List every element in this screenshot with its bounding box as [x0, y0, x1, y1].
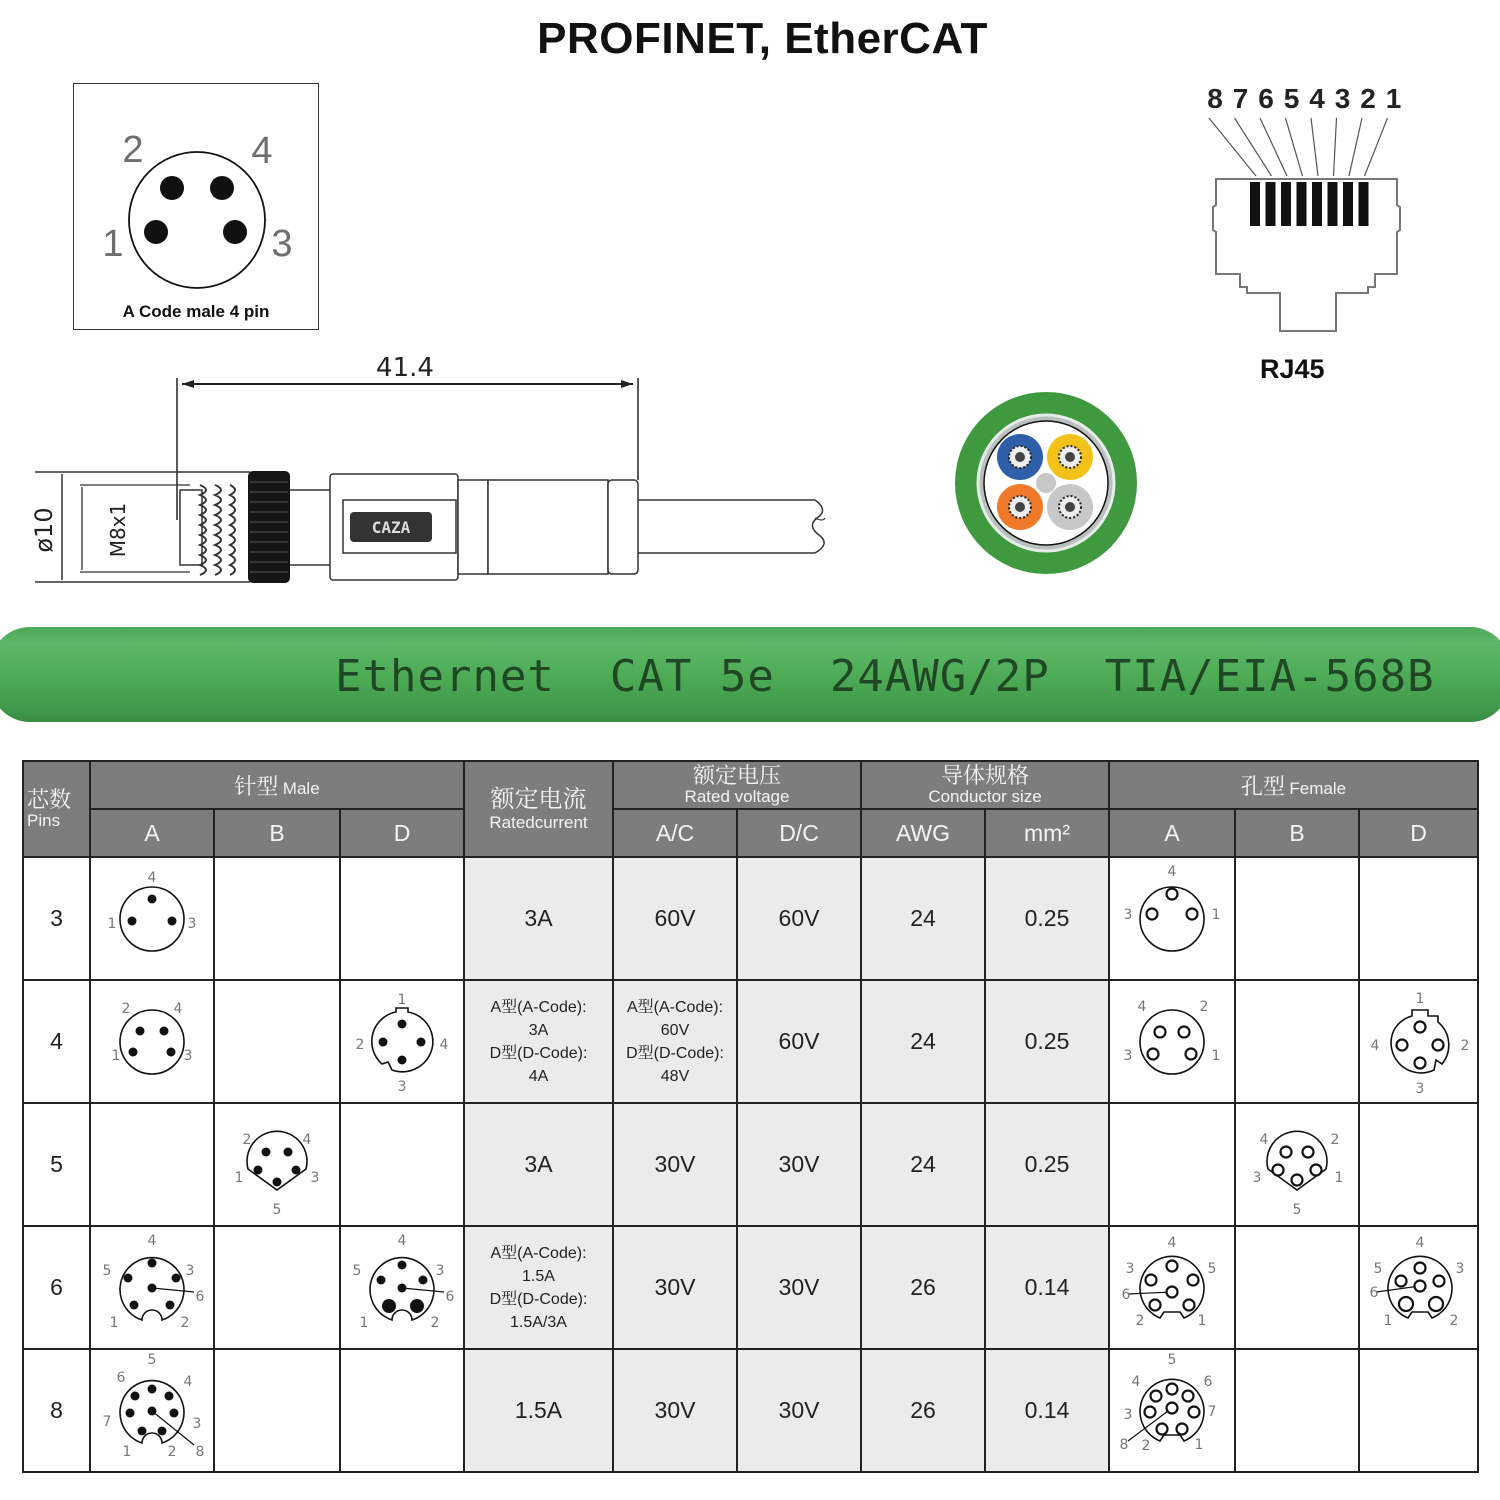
svg-text:1: 1 [1211, 1047, 1221, 1064]
header-male-d: D [340, 809, 464, 857]
header-rated-current: 额定电流 Ratedcurrent [464, 761, 613, 857]
connector-face-f6D-icon [1360, 1228, 1480, 1348]
rated-current-line: 3A [524, 905, 553, 931]
svg-text:4: 4 [147, 1232, 157, 1249]
female-b-cell [1235, 857, 1359, 980]
svg-text:4: 4 [251, 130, 273, 172]
svg-text:3: 3 [435, 1262, 445, 1279]
header-female: 孔型 Female [1109, 761, 1478, 809]
svg-text:3: 3 [271, 223, 293, 265]
connector-face-f4A-icon [1112, 982, 1232, 1102]
male-d-cell [340, 1103, 464, 1226]
rated-current-line: 4A [528, 1067, 549, 1085]
connector-spec-table [22, 760, 1479, 1473]
voltage-ac-line: D型(D-Code): [626, 1044, 724, 1062]
voltage-dc-cell: 30V [737, 1103, 861, 1226]
male-d-cell [340, 857, 464, 980]
svg-text:3: 3 [183, 1047, 193, 1064]
female-b-cell [1235, 1226, 1359, 1349]
svg-text:1: 1 [111, 1047, 121, 1064]
cable-print-text: Ethernet CAT 5e 24AWG/2P TIA/EIA-568B [335, 651, 1435, 702]
svg-text:3: 3 [187, 915, 197, 932]
voltage-ac-line: A型(A-Code): [626, 998, 724, 1016]
pins-cell: 4 [23, 980, 90, 1103]
connector-face-m6A-icon [92, 1228, 212, 1348]
svg-text:4: 4 [1415, 1234, 1425, 1251]
male-d-cell [340, 1349, 464, 1472]
svg-text:4: 4 [1309, 83, 1325, 114]
connector-face-f5B-icon [1237, 1105, 1357, 1225]
svg-text:2: 2 [242, 1131, 252, 1148]
female-a-cell [1109, 1349, 1235, 1472]
svg-text:1: 1 [1197, 1312, 1207, 1329]
connector-face-f6A-icon [1112, 1228, 1232, 1348]
table-row [23, 857, 1478, 980]
svg-text:3: 3 [1123, 1047, 1133, 1064]
svg-text:1: 1 [1211, 906, 1221, 923]
female-d-cell [1359, 980, 1478, 1103]
cable-cross-section [953, 390, 1139, 576]
svg-text:2: 2 [1135, 1312, 1145, 1329]
svg-text:6: 6 [1203, 1373, 1213, 1390]
svg-text:4: 4 [1259, 1131, 1269, 1148]
svg-text:7: 7 [1207, 1403, 1217, 1420]
voltage-dc-cell: 60V [737, 980, 861, 1103]
connector-face-m4A-icon [92, 982, 212, 1102]
svg-text:6: 6 [116, 1369, 126, 1386]
male-b-cell [214, 1226, 340, 1349]
female-b-cell [1235, 980, 1359, 1103]
svg-text:5: 5 [1283, 83, 1300, 114]
svg-text:2: 2 [180, 1314, 190, 1331]
female-b-cell [1235, 1103, 1359, 1226]
svg-text:2: 2 [1360, 83, 1376, 114]
header-voltage-dc: D/C [737, 809, 861, 857]
awg-cell: 26 [861, 1349, 985, 1472]
svg-text:1: 1 [1385, 83, 1402, 114]
connector-face-icon [74, 84, 320, 331]
svg-text:3: 3 [185, 1262, 195, 1279]
voltage-ac-cell [613, 1103, 737, 1226]
svg-text:2: 2 [121, 1000, 131, 1017]
svg-text:1: 1 [234, 1169, 244, 1186]
svg-text:ø10: ø10 [30, 507, 58, 553]
rated-current-line: A型(A-Code): [490, 1244, 587, 1262]
voltage-dc-cell: 60V [737, 857, 861, 980]
voltage-ac-cell [613, 980, 737, 1103]
header-male-a: A [90, 809, 214, 857]
voltage-ac-line: 30V [654, 1151, 696, 1177]
svg-text:3: 3 [1123, 1406, 1133, 1423]
header-male: 针型 Male [90, 761, 464, 809]
male-a-cell [90, 980, 214, 1103]
svg-text:1: 1 [1415, 990, 1425, 1007]
svg-text:2: 2 [1330, 1131, 1340, 1148]
svg-text:2: 2 [1141, 1437, 1151, 1454]
rated-current-line: D型(D-Code): [489, 1044, 588, 1062]
rj45-label: RJ45 [1260, 354, 1325, 384]
svg-text:1: 1 [1194, 1436, 1204, 1453]
svg-text:3: 3 [1125, 1260, 1135, 1277]
rated-current-line: 3A [528, 1021, 549, 1039]
svg-text:3: 3 [310, 1169, 320, 1186]
male-b-cell [214, 980, 340, 1103]
voltage-dc-cell: 30V [737, 1349, 861, 1472]
rated-current-cell [464, 1349, 613, 1472]
svg-text:6: 6 [1121, 1286, 1131, 1303]
male-a-cell [90, 1103, 214, 1226]
svg-text:3: 3 [1334, 83, 1351, 114]
svg-text:3: 3 [1455, 1260, 1465, 1277]
svg-text:4: 4 [1131, 1373, 1141, 1390]
svg-text:5: 5 [102, 1262, 112, 1279]
rated-current-cell [464, 980, 613, 1103]
voltage-ac-cell [613, 1226, 737, 1349]
header-awg: AWG [861, 809, 985, 857]
svg-text:CAZA: CAZA [371, 518, 411, 537]
svg-text:3: 3 [1252, 1169, 1262, 1186]
female-d-cell [1359, 857, 1478, 980]
svg-text:5: 5 [147, 1351, 157, 1368]
pins-cell: 5 [23, 1103, 90, 1226]
rated-current-line: D型(D-Code): [489, 1290, 588, 1308]
svg-text:4: 4 [173, 1000, 183, 1017]
svg-text:1: 1 [122, 1443, 132, 1460]
voltage-ac-cell [613, 857, 737, 980]
svg-text:1: 1 [359, 1314, 369, 1331]
female-a-cell [1109, 980, 1235, 1103]
table-row [23, 1226, 1478, 1349]
voltage-ac-line: 48V [660, 1067, 690, 1085]
rated-current-line: 3A [524, 1151, 553, 1177]
svg-text:1: 1 [102, 223, 124, 265]
svg-text:5: 5 [1207, 1260, 1217, 1277]
pins-cell: 3 [23, 857, 90, 980]
svg-text:2: 2 [430, 1314, 440, 1331]
a-code-pinout-diagram [73, 83, 319, 330]
rated-current-line: 1.5A [522, 1267, 555, 1285]
female-a-cell [1109, 1103, 1235, 1226]
svg-text:4: 4 [302, 1131, 312, 1148]
male-a-cell [90, 857, 214, 980]
mm2-cell: 0.14 [985, 1226, 1109, 1349]
svg-text:2: 2 [1449, 1312, 1459, 1329]
female-b-cell [1235, 1349, 1359, 1472]
table-row [23, 1103, 1478, 1226]
connector-face-m3A-icon [92, 859, 212, 979]
pins-cell: 8 [23, 1349, 90, 1472]
svg-text:6: 6 [1258, 83, 1274, 114]
rated-current-line: 1.5A [514, 1397, 563, 1423]
rated-current-cell [464, 1103, 613, 1226]
rated-current-cell [464, 1226, 613, 1349]
header-pins: 芯数 Pins [23, 761, 90, 857]
svg-text:4: 4 [147, 869, 157, 886]
svg-text:8: 8 [1119, 1436, 1129, 1453]
svg-text:6: 6 [445, 1288, 455, 1305]
male-a-cell [90, 1226, 214, 1349]
svg-text:7: 7 [102, 1413, 112, 1430]
awg-cell: 24 [861, 1103, 985, 1226]
svg-text:M8x1: M8x1 [106, 502, 130, 558]
connector-face-m4D-icon [342, 982, 462, 1102]
svg-text:1: 1 [397, 991, 407, 1008]
svg-text:3: 3 [1123, 906, 1133, 923]
svg-text:4: 4 [1370, 1037, 1380, 1054]
svg-text:5: 5 [272, 1201, 282, 1218]
header-mm2: mm² [985, 809, 1109, 857]
male-d-cell [340, 980, 464, 1103]
page-title: PROFINET, EtherCAT [537, 14, 988, 63]
pins-cell: 6 [23, 1226, 90, 1349]
svg-text:41.4: 41.4 [376, 353, 434, 383]
male-d-cell [340, 1226, 464, 1349]
awg-cell: 24 [861, 980, 985, 1103]
svg-text:6: 6 [1369, 1284, 1379, 1301]
svg-text:4: 4 [397, 1232, 407, 1249]
male-a-cell [90, 1349, 214, 1472]
voltage-ac-line: 30V [654, 1397, 696, 1423]
header-female-a: A [1109, 809, 1235, 857]
svg-text:5: 5 [352, 1262, 362, 1279]
female-a-cell [1109, 1226, 1235, 1349]
svg-text:1: 1 [1334, 1169, 1344, 1186]
connector-face-m6D-icon [342, 1228, 462, 1348]
rated-current-line: 1.5A/3A [510, 1313, 567, 1331]
rj45-diagram [1200, 80, 1410, 400]
connector-face-f4D-icon [1360, 982, 1480, 1102]
female-a-cell [1109, 857, 1235, 980]
voltage-ac-cell [613, 1349, 737, 1472]
svg-text:4: 4 [439, 1036, 449, 1053]
awg-cell: 26 [861, 1226, 985, 1349]
header-female-d: D [1359, 809, 1478, 857]
mm2-cell: 0.25 [985, 980, 1109, 1103]
svg-text:3: 3 [192, 1415, 202, 1432]
connector-drawing-icon [0, 340, 850, 600]
cable-cross-section-icon [953, 390, 1139, 576]
svg-text:4: 4 [1167, 1234, 1177, 1251]
mm2-cell: 0.25 [985, 857, 1109, 980]
svg-text:2: 2 [167, 1443, 177, 1460]
svg-text:5: 5 [1292, 1201, 1302, 1218]
male-b-cell [214, 1349, 340, 1472]
header-conductor-size: 导体规格 Conductor size [861, 761, 1109, 809]
awg-cell: 24 [861, 857, 985, 980]
rj45-connector-icon [1200, 80, 1410, 340]
svg-text:5: 5 [1373, 1260, 1383, 1277]
table-row [23, 980, 1478, 1103]
table-row [23, 1349, 1478, 1472]
svg-text:1: 1 [1383, 1312, 1393, 1329]
voltage-ac-line: 60V [660, 1021, 690, 1039]
header-rated-voltage: 额定电压 Rated voltage [613, 761, 861, 809]
female-d-cell [1359, 1226, 1478, 1349]
ethernet-cable-photo [0, 627, 1500, 722]
female-d-cell [1359, 1103, 1478, 1226]
connector-face-f8A-icon [1112, 1351, 1232, 1471]
svg-text:3: 3 [1415, 1080, 1425, 1097]
male-b-cell [214, 857, 340, 980]
connector-face-f3A-icon [1112, 859, 1232, 979]
header-male-b: B [214, 809, 340, 857]
svg-text:2: 2 [1460, 1037, 1470, 1054]
svg-text:7: 7 [1232, 83, 1249, 114]
header-voltage-ac: A/C [613, 809, 737, 857]
rated-current-cell [464, 857, 613, 980]
connector-face-m5B-icon [217, 1105, 337, 1225]
voltage-ac-line: 30V [654, 1274, 696, 1300]
mm2-cell: 0.25 [985, 1103, 1109, 1226]
svg-text:8: 8 [195, 1443, 205, 1460]
svg-text:1: 1 [109, 1314, 119, 1331]
svg-text:2: 2 [122, 129, 144, 171]
pinout-caption: A Code male 4 pin [122, 302, 270, 321]
svg-text:4: 4 [1137, 998, 1147, 1015]
svg-text:2: 2 [1199, 998, 1209, 1015]
svg-text:2: 2 [355, 1036, 365, 1053]
header-female-b: B [1235, 809, 1359, 857]
svg-text:8: 8 [1207, 83, 1223, 114]
voltage-dc-cell: 30V [737, 1226, 861, 1349]
connector-dimension-drawing [0, 340, 850, 600]
svg-text:1: 1 [107, 915, 117, 932]
svg-text:6: 6 [195, 1288, 205, 1305]
male-b-cell [214, 1103, 340, 1226]
female-d-cell [1359, 1349, 1478, 1472]
connector-face-m8A-icon [92, 1351, 212, 1471]
voltage-ac-line: 60V [654, 905, 696, 931]
svg-text:5: 5 [1167, 1351, 1177, 1368]
svg-text:4: 4 [183, 1373, 193, 1390]
svg-text:3: 3 [397, 1078, 407, 1095]
rated-current-line: A型(A-Code): [490, 998, 587, 1016]
mm2-cell: 0.14 [985, 1349, 1109, 1472]
svg-text:4: 4 [1167, 863, 1177, 880]
